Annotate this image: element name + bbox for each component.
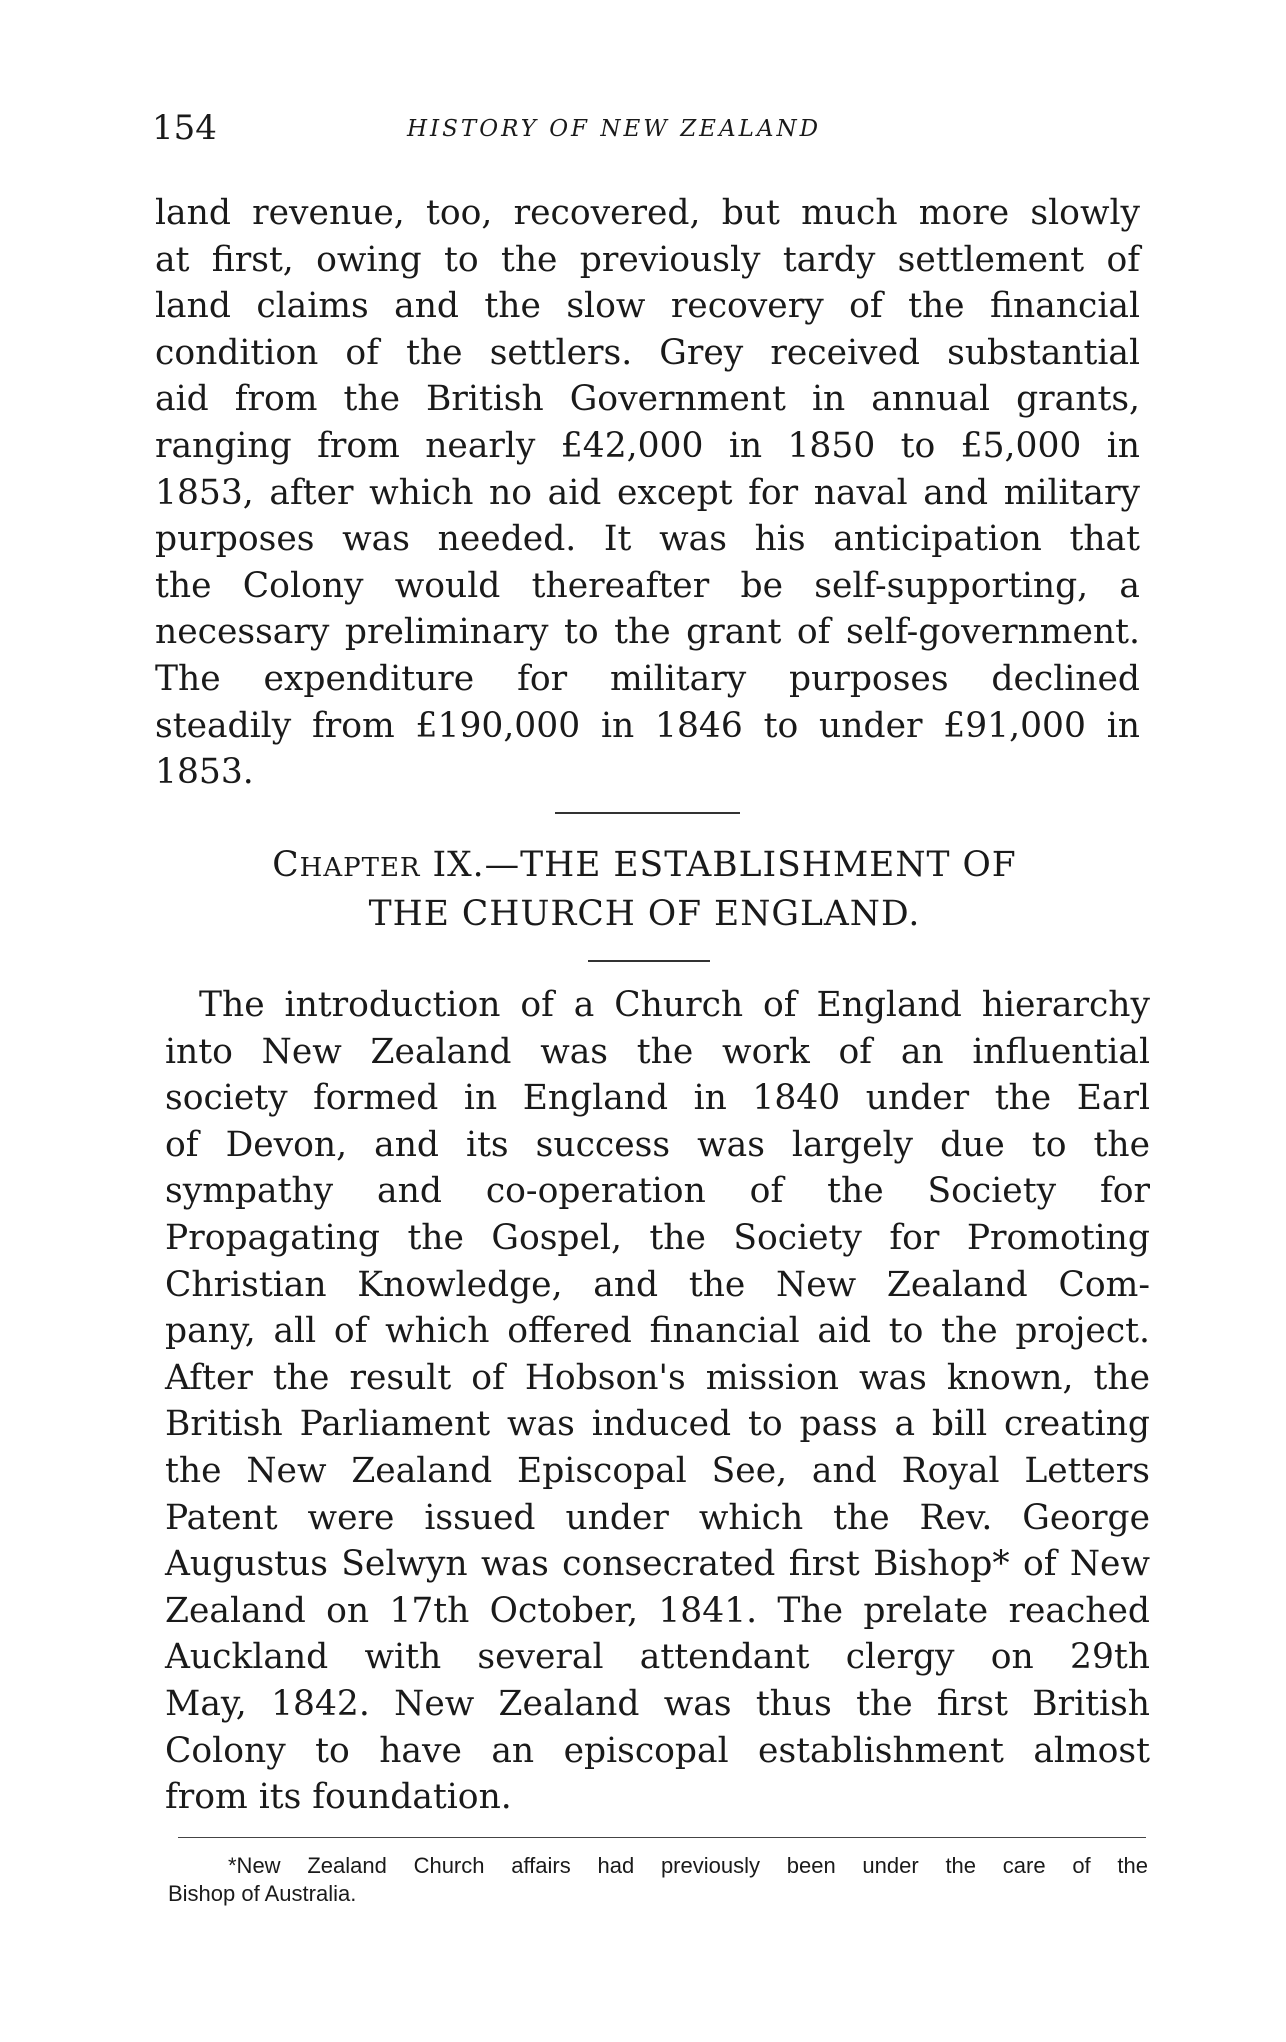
text-line: society formed in England in 1840 under the Earl <box>165 1078 1150 1119</box>
chapter-title-part-2: THE CHURCH OF ENGLAND. <box>368 894 921 934</box>
text-line: of Devon, and its success was largely due to the <box>165 1124 1150 1165</box>
text-line: sympathy and co-operation of the Society for <box>165 1171 1150 1212</box>
text-line: British Parliament was induced to pass a bill creating <box>165 1404 1150 1445</box>
text-line: Propagating the Gospel, the Society for Promoting <box>165 1217 1150 1258</box>
text-line: purposes was needed. It was his anticipation that <box>155 519 1140 560</box>
chapter-label-cap: C <box>272 845 300 885</box>
footnote-line: Bishop of Australia. <box>168 1881 357 1906</box>
text-line: land revenue, too, recovered, but much more slowly <box>155 193 1140 233</box>
text-line: May, 1842. New Zealand was thus the first British <box>165 1683 1150 1724</box>
text-line: Augustus Selwyn was consecrated first Bishop* of New <box>165 1544 1150 1585</box>
text-line: pany, all of which offered financial aid to the project. <box>165 1311 1150 1352</box>
text-line: Patent were issued under which the Rev. George <box>165 1497 1150 1538</box>
text-line: at first, owing to the previously tardy settlement of <box>155 239 1140 280</box>
paragraph-land-revenue <box>155 190 1140 796</box>
section-divider-bottom <box>588 960 710 962</box>
footnote-line: *New Zealand Church affairs had previously been under the care of the <box>228 1853 1148 1878</box>
text-line: condition of the settlers. Grey received substantial <box>155 332 1140 373</box>
running-head: HISTORY OF NEW ZEALAND <box>407 116 822 142</box>
text-line: The expenditure for military purposes declined <box>155 658 1140 699</box>
text-line: steadily from £190,000 in 1846 to under £91,000 in <box>155 705 1140 746</box>
text-line: Colony to have an episcopal establishment almost <box>165 1730 1150 1771</box>
text-line: After the result of Hobson's mission was known, the <box>165 1357 1150 1398</box>
footnote-divider <box>178 1837 1146 1838</box>
text-line: 1853. <box>155 752 254 793</box>
page-number: 154 <box>152 108 217 148</box>
chapter-heading-line-1 <box>152 842 1137 891</box>
text-line: the Colony would thereafter be self-supporting, a <box>155 565 1140 606</box>
text-line: Christian Knowledge, and the New Zealand Com- <box>165 1264 1150 1305</box>
footnote <box>168 1852 1148 1908</box>
text-line: land claims and the slow recovery of the financial <box>155 286 1140 327</box>
page-header <box>152 108 1137 148</box>
text-line: Auckland with several attendant clergy on 29th <box>165 1637 1150 1678</box>
chapter-heading <box>152 842 1137 937</box>
chapter-label-small: HAPTER <box>299 853 421 883</box>
text-line: aid from the British Government in annual grants, <box>155 379 1140 420</box>
text-line: into New Zealand was the work of an influential <box>165 1031 1150 1072</box>
text-line: The introduction of a Church of England hierarchy <box>199 985 1150 1025</box>
text-line: ranging from nearly £42,000 in 1850 to £5,000 in <box>155 425 1140 466</box>
text-line: Zealand on 17th October, 1841. The prelate reached <box>165 1590 1150 1631</box>
paragraph-church-introduction <box>165 982 1150 1821</box>
section-divider-top <box>555 812 740 814</box>
chapter-title-part-1: IX.—THE ESTABLISHMENT OF <box>432 845 1017 885</box>
text-line: necessary preliminary to the grant of self-government. <box>155 612 1140 653</box>
text-line: from its foundation. <box>165 1777 512 1818</box>
text-line: 1853, after which no aid except for naval and military <box>155 472 1140 513</box>
text-line: the New Zealand Episcopal See, and Royal Letters <box>165 1450 1150 1491</box>
